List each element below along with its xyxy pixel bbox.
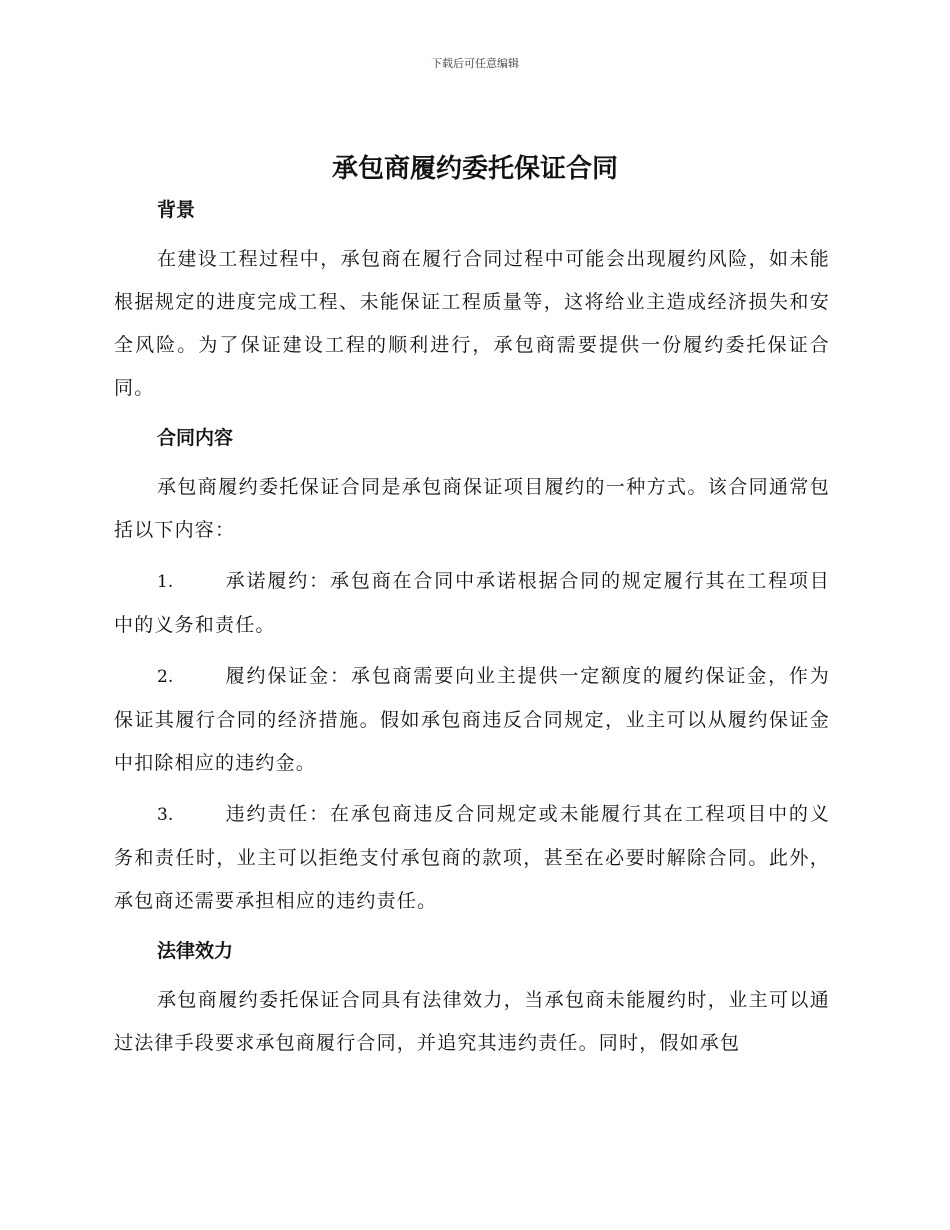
list-item xyxy=(114,793,830,923)
list-number: 1. xyxy=(157,572,174,592)
paragraph: 承包商履约委托保证合同是承包商保证项目履约的一种方式。该合同通常包括以下内容： xyxy=(114,476,830,541)
list-number: 3. xyxy=(157,805,174,825)
paragraph: 在建设工程过程中，承包商在履行合同过程中可能会出现履约风险，如未能根据规定的进度完成工程、未能保证工程质量等，这将给业主造成经济损失和安全风险。为了保证建设工程的顺利进行，承包商需要提供一份履约委托保证合同。 xyxy=(114,248,830,399)
section-legal-effect xyxy=(114,937,830,1065)
document-body xyxy=(114,196,830,1073)
list-text: 承诺履约：承包商在合同中承诺根据合同的规定履行其在工程项目中的义务和责任。 xyxy=(114,570,830,636)
list-item xyxy=(114,560,830,647)
section-heading: 背景 xyxy=(157,199,196,221)
section-background xyxy=(114,196,830,410)
document-title: 承包商履约委托保证合同 xyxy=(331,154,618,184)
section-heading: 合同内容 xyxy=(157,427,234,449)
paragraph: 承包商履约委托保证合同具有法律效力，当承包商未能履约时，业主可以通过法律手段要求承包商履行合同，并追究其违约责任。同时，假如承包 xyxy=(114,989,830,1054)
list-text: 违约责任：在承包商违反合同规定或未能履行其在工程项目中的义务和责任时，业主可以拒绝支付承包商的款项，甚至在必要时解除合同。此外，承包商还需要承担相应的违约责任。 xyxy=(114,803,830,912)
list-number: 2. xyxy=(157,667,174,687)
list-text: 履约保证金：承包商需要向业主提供一定额度的履约保证金，作为保证其履行合同的经济措施。假如承包商违反合同规定，业主可以从履约保证金中扣除相应的违约金。 xyxy=(114,665,830,774)
section-heading: 法律效力 xyxy=(157,940,234,962)
list-item xyxy=(114,655,830,785)
header-note: 下载后可任意编辑 xyxy=(431,57,519,70)
section-contract-content xyxy=(114,424,830,923)
